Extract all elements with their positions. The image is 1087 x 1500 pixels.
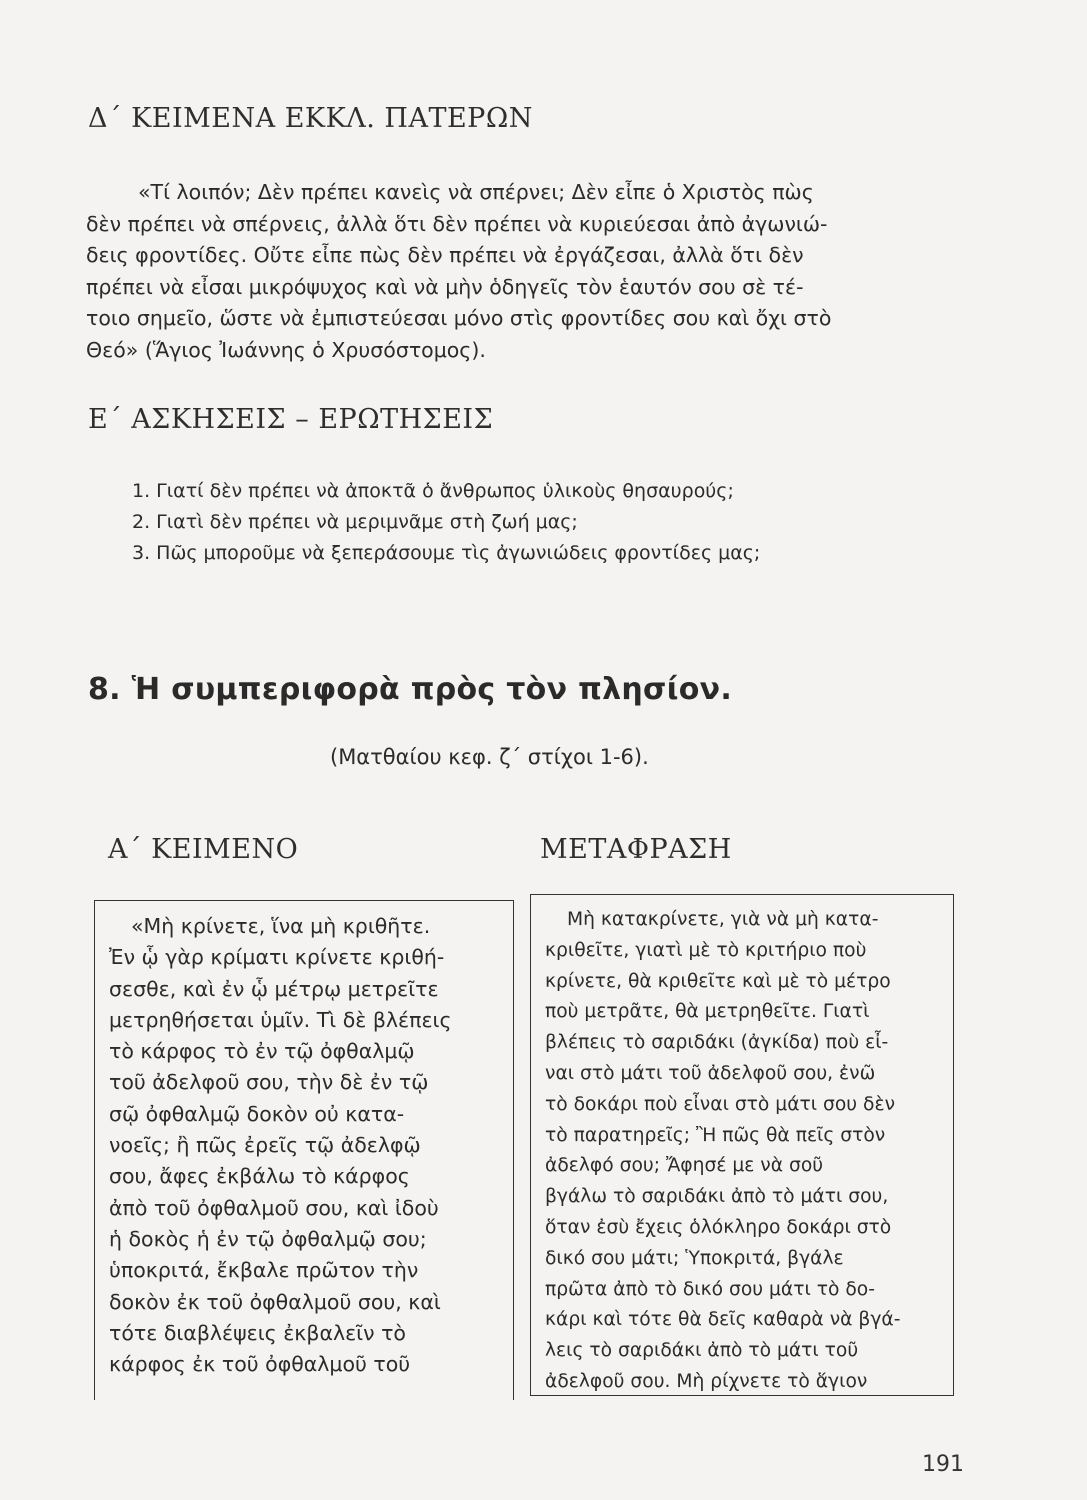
- original-line: μετρηθήσεται ὑμῖν. Τὶ δὲ βλέπεις: [109, 1007, 452, 1032]
- translation-line: βγάλω τὸ σαριδάκι ἀπὸ τὸ μάτι σου,: [545, 1186, 889, 1208]
- original-line: νοεῖς; ἢ πῶς ἐρεῖς τῷ ἀδελφῷ: [109, 1133, 421, 1158]
- original-line: Ἐν ᾧ γὰρ κρίματι κρίνετε κριθή-: [109, 945, 445, 970]
- translation-line: δικό σου μάτι; Ὑποκριτά, βγάλε: [545, 1247, 844, 1269]
- questions-list: [132, 476, 760, 569]
- original-line: ἡ δοκὸς ἡ ἐν τῷ ὀφθαλμῷ σου;: [109, 1226, 427, 1251]
- translation-line: ναι στὸ μάτι τοῦ ἀδελφοῦ σου, ἐνῶ: [545, 1062, 876, 1084]
- original-line: ὑποκριτά, ἔκβαλε πρῶτον τὴν: [109, 1258, 419, 1283]
- translation-line: ὅταν ἐσὺ ἔχεις ὁλόκληρο δοκάρι στὸ: [545, 1216, 892, 1238]
- translation-line: πρῶτα ἀπὸ τὸ δικό σου μάτι τὸ δο-: [545, 1278, 875, 1300]
- original-line: τότε διαβλέψεις ἐκβαλεῖν τὸ: [109, 1320, 406, 1345]
- original-line: «Μὴ κρίνετε, ἵνα μὴ κριθῆτε.: [131, 914, 431, 938]
- original-line: ἀπὸ τοῦ ὀφθαλμοῦ σου, καὶ ἰδοὺ: [109, 1195, 439, 1220]
- translation-box: [530, 894, 954, 1396]
- original-line: κάρφος ἐκ τοῦ ὀφθαλμοῦ τοῦ: [109, 1352, 411, 1377]
- translation-line: τὸ δοκάρι ποὺ εἶναι στὸ μάτι σου δὲν: [545, 1093, 896, 1115]
- original-text-box: [94, 900, 514, 1400]
- paragraph-line: Θεό» (Ἅγιος Ἰωάννης ὁ Χρυσόστομος).: [86, 337, 486, 362]
- page-number: 191: [922, 1452, 964, 1477]
- original-line: δοκὸν ἐκ τοῦ ὀφθαλμοῦ σου, καὶ: [109, 1289, 441, 1314]
- original-line: σεσθε, καὶ ἐν ᾧ μέτρῳ μετρεῖτε: [109, 976, 439, 1001]
- section-e-heading: Ε΄ ΑΣΚΗΣΕΙΣ – ΕΡΩΤΗΣΕΙΣ: [88, 404, 494, 435]
- paragraph-line: πρέπει νὰ εἶσαι μικρόψυχος καὶ νὰ μὴν ὁδηγεῖς τὸν ἑαυτόν σου σὲ τέ-: [86, 274, 804, 299]
- translation-line: βλέπεις τὸ σαριδάκι (ἀγκίδα) ποὺ εἶ-: [545, 1032, 889, 1054]
- original-text-heading: Α΄ ΚΕΙΜΕΝΟ: [108, 834, 299, 865]
- original-line: τὸ κάρφος τὸ ἐν τῷ ὀφθαλμῷ: [109, 1039, 415, 1064]
- translation-heading: ΜΕΤΑΦΡΑΣΗ: [540, 834, 732, 865]
- section-8-title: 8. Ἡ συμπεριφορὰ πρὸς τὸν πλησίον.: [88, 672, 733, 707]
- question-item: 3. Πῶς μποροῦμε νὰ ξεπεράσουμε τὶς ἀγωνιώδεις φροντίδες μας;: [132, 542, 761, 564]
- paragraph-line: δεις φροντίδες. Οὔτε εἶπε πὼς δὲν πρέπει νὰ ἐργάζεσαι, ἀλλὰ ὅτι δὲν: [86, 243, 804, 267]
- translation-line: κρίνετε, θὰ κριθεῖτε καὶ μὲ τὸ μέτρο: [545, 970, 891, 992]
- question-item: 1. Γιατί δὲν πρέπει νὰ ἀποκτᾶ ὁ ἄνθρωπος ὑλικοὺς θησαυρούς;: [132, 480, 734, 502]
- translation-line: ποὺ μετρᾶτε, θὰ μετρηθεῖτε. Γιατὶ: [545, 1001, 870, 1023]
- scripture-reference: (Ματθαίου κεφ. ζ΄ στίχοι 1-6).: [330, 745, 649, 769]
- translation-line: κάρι καὶ τότε θὰ δεῖς καθαρὰ νὰ βγά-: [545, 1309, 901, 1331]
- question-item: 2. Γιατὶ δὲν πρέπει νὰ μεριμνᾶμε στὴ ζωή μας;: [132, 511, 578, 533]
- paragraph-line: δὲν πρέπει νὰ σπέρνεις, ἀλλὰ ὅτι δὲν πρέπει νὰ κυριεύεσαι ἀπὸ ἀγωνιώ-: [86, 211, 828, 236]
- translation-line: τὸ παρατηρεῖς; Ἢ πῶς θὰ πεῖς στὸν: [545, 1124, 886, 1146]
- original-line: σῷ ὀφθαλμῷ δοκὸν οὐ κατα-: [109, 1101, 405, 1126]
- translation-line: ἀδελφοῦ σου. Μὴ ρίχνετε τὸ ἅγιον: [545, 1370, 868, 1392]
- section-d-paragraph: [86, 177, 954, 366]
- paragraph-line: τοιο σημεῖο, ὥστε νὰ ἐμπιστεύεσαι μόνο στὶς φροντίδες σου καὶ ὄχι στὸ: [86, 306, 832, 330]
- section-d-heading: Δ΄ ΚΕΙΜΕΝΑ ΕΚΚΛ. ΠΑΤΕΡΩΝ: [88, 103, 533, 134]
- translation-line: Μὴ κατακρίνετε, γιὰ νὰ μὴ κατα-: [567, 909, 879, 930]
- translation-line: λεις τὸ σαριδάκι ἀπὸ τὸ μάτι τοῦ: [545, 1340, 859, 1362]
- translation-line: κριθεῖτε, γιατὶ μὲ τὸ κριτήριο ποὺ: [545, 939, 867, 961]
- paragraph-line: «Τί λοιπόν; Δὲν πρέπει κανεὶς νὰ σπέρνει; Δὲν εἶπε ὁ Χριστὸς πὼς: [138, 180, 814, 204]
- original-line: σου, ἄφες ἐκβάλω τὸ κάρφος: [109, 1164, 410, 1189]
- original-line: τοῦ ἀδελφοῦ σου, τὴν δὲ ἐν τῷ: [109, 1070, 429, 1095]
- translation-line: ἀδελφό σου; Ἄφησέ με νὰ σοῦ: [545, 1155, 824, 1177]
